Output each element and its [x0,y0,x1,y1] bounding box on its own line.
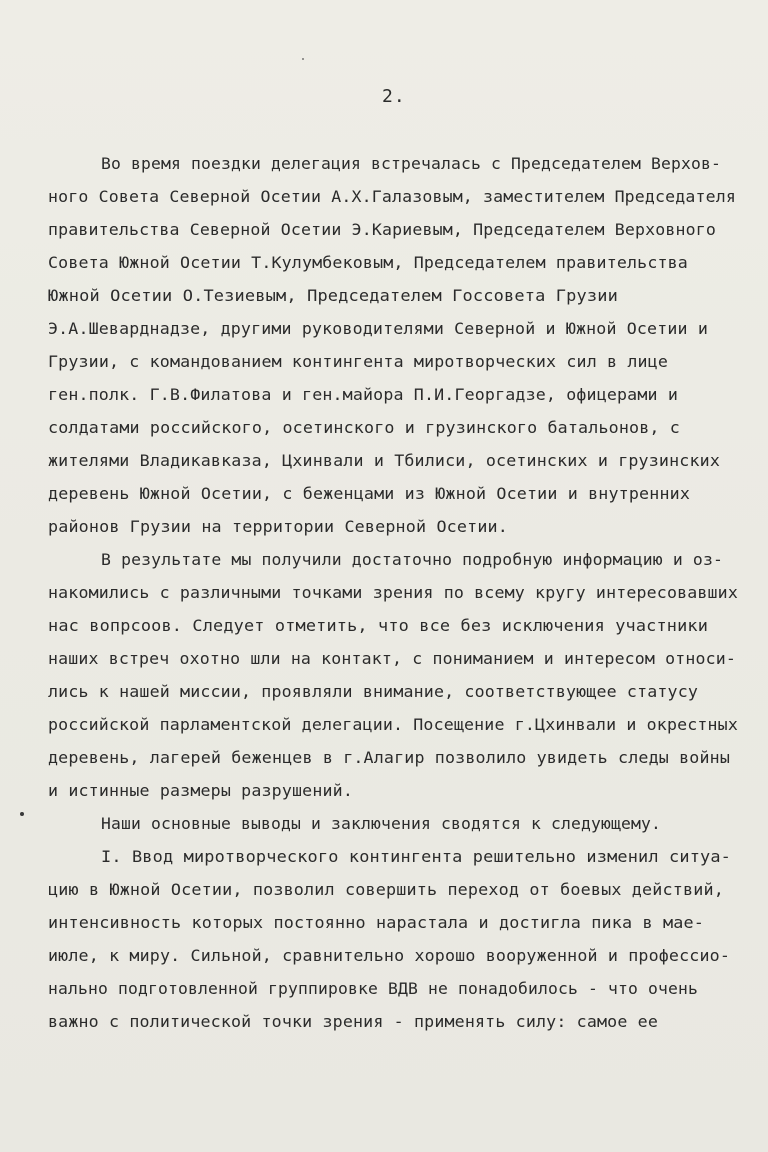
text-line-1: Во время поездки делегация встречалась с Председателем Верхов- [101,155,721,173]
text-line-19: деревень, лагерей беженцев в г.Алагир позволило увидеть следы войны [48,749,731,767]
text-line-2: ного Совета Северной Осетии А.Х.Галазовым, заместителем Председателя [48,188,736,206]
text-line-5: Южной Осетии О.Тезиевым, Председателем Госсовета Грузии [48,287,618,305]
text-line-7: Грузии, с командованием контингента миротворческих сил в лице [48,353,669,371]
margin-dot [20,812,24,816]
text-line-25: июле, к миру. Сильной, сравнительно хорошо вооруженной и профессио- [48,947,731,965]
text-line-9: солдатами российского, осетинского и грузинского батальонов, с [48,419,681,437]
text-line-23: цию в Южной Осетии, позволил совершить переход от боевых действий, [48,881,724,899]
text-line-11: деревень Южной Осетии, с беженцами из Южной Осетии и внутренних [48,485,691,503]
text-line-3: правительства Северной Осетии Э.Кариевым, Председателем Верховного [48,221,716,239]
text-line-22: I. Ввод миротворческого контингента решительно изменил ситуа- [101,848,732,866]
text-line-16: наших встреч охотно шли на контакт, с пониманием и интересом относи- [48,650,736,668]
text-line-13: В результате мы получили достаточно подробную информацию и оз- [101,551,724,569]
text-line-18: российской парламентской делегации. Посещение г.Цхинвали и окрестных [48,716,738,734]
page-number: 2. [382,86,406,107]
text-line-20: и истинные размеры разрушений. [48,782,354,800]
text-line-14: накомились с различными точками зрения по всему кругу интересовавших [48,584,738,602]
text-line-27: важно с политической точки зрения - применять силу: самое ее [48,1013,659,1031]
text-line-4: Совета Южной Осетии Т.Кулумбековым, Председателем правительства [48,254,688,272]
text-line-10: жителями Владикавказа, Цхинвали и Тбилиси, осетинских и грузинских [48,452,721,470]
text-line-21: Наши основные выводы и заключения сводятся к следующему. [101,815,661,833]
text-line-24: интенсивность которых постоянно нарастала и достигла пика в мае- [48,914,704,932]
text-line-26: нально подготовленной группировке ВДВ не понадобилось - что очень [48,980,699,998]
text-line-15: нас вопрсоов. Следует отметить, что все без исключения участники [48,617,709,635]
text-line-17: лись к нашей миссии, проявляли внимание, соответствующее статусу [48,683,699,701]
paper-speck [302,58,304,60]
text-line-6: Э.А.Шеварднадзе, другими руководителями Северной и Южной Осетии и [48,320,708,338]
text-line-12: районов Грузии на территории Северной Осетии. [48,518,509,536]
text-line-8: ген.полк. Г.В.Филатова и ген.майора П.И.Георгадзе, офицерами и [48,386,678,404]
